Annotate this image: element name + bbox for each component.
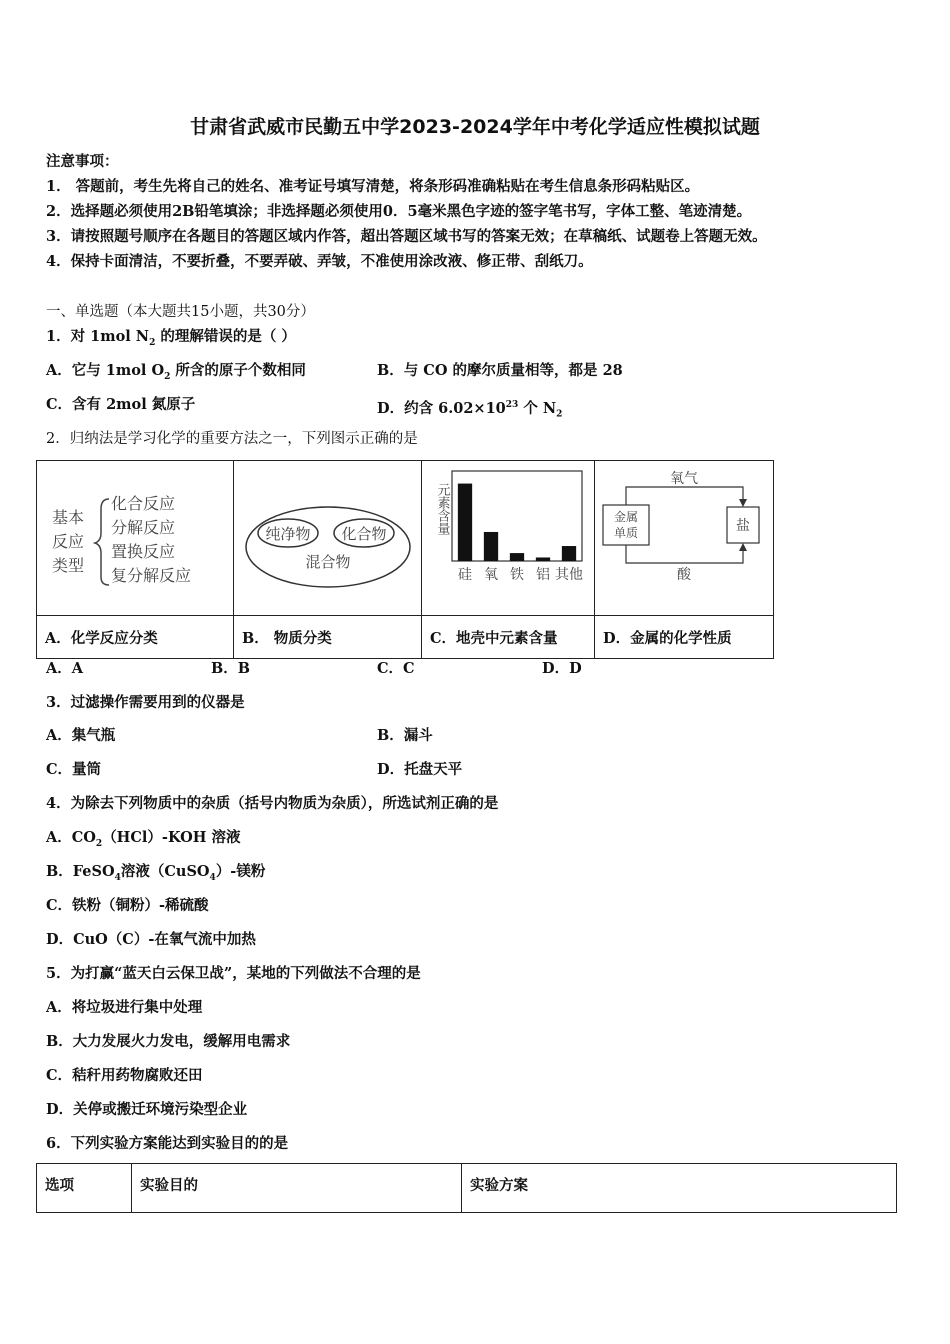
question-4-stem: 4．为除去下列物质中的杂质（括号内物质为杂质），所选试剂正确的是 xyxy=(46,795,499,812)
fig-a-right-label: 置换反应 xyxy=(111,542,176,561)
q2-option-a: A．A xyxy=(46,660,84,677)
q2-figure-table xyxy=(36,460,774,659)
q5-option-b: B．大力发展火力发电，缓解用电需求 xyxy=(46,1033,291,1050)
fig-d-right: 盐 xyxy=(736,518,750,534)
substance-classification-diagram xyxy=(234,461,421,611)
fig-d-cell xyxy=(595,461,774,616)
notice-item: 2．选择题必须使用2B铅笔填涂；非选择题必须使用0．5毫米黑色字迹的签字笔书写，字体工整、笔迹清楚。 xyxy=(46,203,752,220)
fig-a-cell xyxy=(37,461,234,616)
fig-d-top: 氧气 xyxy=(670,471,698,487)
question-3-stem: 3．过滤操作需要用到的仪器是 xyxy=(46,694,245,711)
fig-caption-d: D．金属的化学性质 xyxy=(595,616,774,659)
fig-a-left-label: 基本 xyxy=(52,508,85,527)
question-5-stem: 5．为打赢“蓝天白云保卫战”，某地的下列做法不合理的是 xyxy=(46,965,421,982)
chart-tick-label: 其他 xyxy=(555,567,583,583)
fig-b-cell xyxy=(234,461,422,616)
notice-item: 4．保持卡面清洁，不要折叠，不要弄破、弄皱，不准使用涂改液、修正带、刮纸刀。 xyxy=(46,253,593,270)
chart-tick-label: 氧 xyxy=(484,567,498,583)
chart-tick-label: 铝 xyxy=(536,567,550,583)
q4-option-b: B．FeSO$_4$溶液（CuSO$_4$）-镁粉 xyxy=(46,863,266,883)
q5-option-d: D．关停或搬迁环境污染型企业 xyxy=(46,1101,248,1118)
q3-option-c: C．量筒 xyxy=(46,761,102,778)
notice-item: 3．请按照题号顺序在各题目的答题区域内作答，超出答题区域书写的答案无效；在草稿纸、试题卷上答题无效。 xyxy=(46,228,767,245)
fig-b-outer: 混合物 xyxy=(305,553,351,571)
q3-option-a: A．集气瓶 xyxy=(46,727,116,744)
table-header-purpose: 实验目的 xyxy=(132,1164,462,1213)
question-6-stem: 6．下列实验方案能达到实验目的的是 xyxy=(46,1135,289,1152)
q1-option-c: C．含有 2mol 氮原子 xyxy=(46,396,196,413)
fig-a-right-label: 复分解反应 xyxy=(111,566,192,585)
q5-option-c: C．秸秆用药物腐败还田 xyxy=(46,1067,203,1084)
q1-option-a: A．它与 1mol $O_2$ 所含的原子个数相同 xyxy=(46,362,306,382)
q5-option-a: A．将垃圾进行集中处理 xyxy=(46,999,203,1016)
fig-b-inner2: 化合物 xyxy=(341,525,387,543)
notice-heading: 注意事项： xyxy=(46,153,119,170)
fig-b-inner1: 纯净物 xyxy=(265,525,311,543)
arrow-down-icon xyxy=(739,499,747,507)
q2-option-d: D．D xyxy=(542,660,582,677)
chart-ylabel: 元素含量 xyxy=(434,483,450,535)
fig-caption-a: A．化学反应分类 xyxy=(37,616,234,659)
arrow-up-icon xyxy=(739,543,747,551)
fig-c-cell xyxy=(422,461,595,616)
q2-option-c: C．C xyxy=(377,660,415,677)
fig-caption-c: C．地壳中元素含量 xyxy=(422,616,595,659)
fig-a-right-label: 化合反应 xyxy=(111,494,176,513)
table-header-option: 选项 xyxy=(37,1164,132,1213)
fig-caption-b: B． 物质分类 xyxy=(234,616,422,659)
fig-d-left: 金属单质 xyxy=(626,557,630,558)
brace-icon xyxy=(95,499,109,585)
metal-property-diagram xyxy=(595,461,773,611)
chart-bar xyxy=(562,546,576,561)
outer-ellipse xyxy=(246,507,410,587)
chart-bar xyxy=(484,532,498,561)
fig-a-right-label: 分解反应 xyxy=(111,518,176,537)
table-header-plan: 实验方案 xyxy=(462,1164,897,1213)
section-heading: 一、单选题（本大题共15小题，共30分） xyxy=(46,304,315,320)
top-arrow-line xyxy=(626,487,743,505)
fig-a-left-label: 反应 xyxy=(52,532,85,551)
q2-option-b: B．B xyxy=(211,660,251,677)
chart-bar xyxy=(536,557,550,561)
q4-option-c: C．铁粉（铜粉）-稀硫酸 xyxy=(46,897,209,914)
q4-option-a: A．$CO_2(HCl)$-KOH 溶液 xyxy=(46,829,241,849)
chart-bar xyxy=(510,553,524,561)
fig-d-bottom: 酸 xyxy=(677,567,691,583)
fig-a-left-label: 类型 xyxy=(52,556,85,575)
reaction-type-diagram xyxy=(37,461,233,611)
chart-bar xyxy=(458,484,472,561)
crust-element-bar-chart xyxy=(422,461,594,611)
question-2-stem: 2．归纳法是学习化学的重要方法之一，下列图示正确的是 xyxy=(46,431,418,447)
page-title: 甘肃省武威市民勤五中学2023-2024学年中考化学适应性模拟试题 xyxy=(190,116,760,138)
question-1-stem: 1．对 1mol $N_2$ 的理解错误的是（ ） xyxy=(46,328,296,348)
chart-tick-label: 硅 xyxy=(458,567,472,583)
q1-option-d: D．约含 $6.02\times 10^{23}$ 个 $N_2$ xyxy=(377,399,563,420)
experiment-table xyxy=(36,1163,897,1213)
chart-tick-label: 铁 xyxy=(510,567,524,583)
fig-d-left-1: 金属 xyxy=(613,510,639,524)
notice-item: 1． 答题前，考生先将自己的姓名、准考证号填写清楚，将条形码准确粘贴在考生信息条形码粘贴区。 xyxy=(46,178,700,195)
q1-option-b: B．与 CO 的摩尔质量相等，都是 28 xyxy=(377,362,623,379)
q3-option-b: B．漏斗 xyxy=(377,727,433,744)
q4-option-d: D．CuO（C）-在氧气流中加热 xyxy=(46,931,256,948)
fig-d-left-2: 单质 xyxy=(613,526,639,540)
bottom-arrow-line xyxy=(626,545,743,563)
q3-option-d: D．托盘天平 xyxy=(377,761,463,778)
